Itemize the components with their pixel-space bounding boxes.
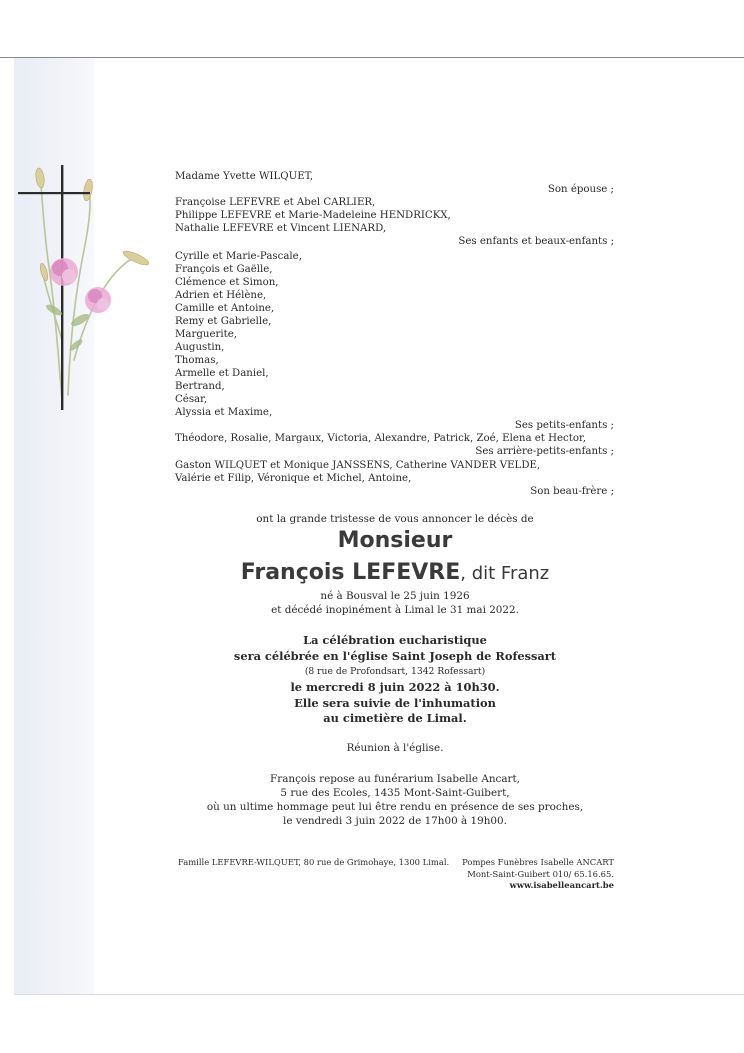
cross-vertical (61, 165, 63, 410)
family-member-line: Valérie et Filip, Véronique et Michel, Antoine, (175, 473, 412, 484)
family-member-line: Théodore, Rosalie, Margaux, Victoria, Alexandre, Patrick, Zoé, Elena et Hector, (175, 433, 586, 444)
deceased-name-line (100, 560, 690, 585)
family-member-line: Bertrand, (175, 381, 225, 392)
funeral-home-website[interactable]: www.isabelleancart.be (509, 880, 614, 891)
burial-line: Elle sera suivie de l'inhumation (294, 696, 496, 710)
family-member-line: Alyssia et Maxime, (175, 407, 273, 418)
visitation-line: François repose au funérarium Isabelle Ancart, (270, 773, 520, 785)
funeral-home-name: Pompes Funèbres Isabelle ANCART (462, 857, 614, 867)
funeral-home-block (462, 857, 614, 892)
ceremony-line: La célébration eucharistique (303, 633, 487, 647)
relation-label: Ses enfants et beaux-enfants ; (458, 236, 614, 247)
relation-label: Son épouse ; (547, 184, 614, 195)
family-member-line: Madame Yvette WILQUET, (175, 171, 314, 182)
flower-2 (85, 287, 111, 313)
family-member-line: Françoise LEFEVRE et Abel CARLIER, (175, 197, 376, 208)
visitation-line: le vendredi 3 juin 2022 de 17h00 à 19h00. (283, 815, 507, 827)
honorific-title: Monsieur (337, 528, 453, 553)
family-address: Famille LEFEVRE-WILQUET, 80 rue de Grimohaye, 1300 Limal. (178, 857, 450, 867)
flower-1 (50, 258, 78, 286)
family-member-line: Armelle et Daniel, (175, 368, 269, 379)
family-member-line: François et Gaëlle, (175, 264, 273, 275)
cross-horizontal (18, 192, 90, 194)
deceased-name: François LEFEVRE (240, 560, 461, 585)
family-member-line: Nathalie LEFEVRE et Vincent LIENARD, (175, 223, 387, 234)
church-address: (8 rue de Profondsart, 1342 Rofessart) (304, 666, 486, 677)
visitation-line: où un ultime hommage peut lui être rendu en présence de ses proches, (206, 801, 584, 813)
family-member-line: Gaston WILQUET et Monique JANSSENS, Catherine VANDER VELDE, (175, 460, 541, 471)
deceased-nickname: , dit Franz (460, 563, 550, 584)
birth-info: né à Bousval le 25 juin 1926 (320, 590, 470, 602)
death-info: et décédé inopinément à Limal le 31 mai 2022. (271, 604, 519, 616)
cross-with-flowers-icon (18, 160, 158, 420)
family-member-line: César, (175, 394, 208, 405)
relation-label: Son beau-frère ; (530, 486, 614, 497)
scan-bottom-edge (14, 994, 744, 995)
ceremony-line: sera célébrée en l'église Saint Joseph de Rofessart (233, 649, 557, 663)
family-member-line: Adrien et Hélène, (175, 290, 267, 301)
family-member-line: Thomas, (175, 355, 219, 366)
announcement-intro: ont la grande tristesse de vous annoncer le décès de (256, 513, 534, 525)
family-member-line: Philippe LEFEVRE et Marie-Madeleine HENDRICKX, (175, 210, 451, 221)
visitation-line: 5 rue des Ecoles, 1435 Mont-Saint-Guibert, (280, 787, 510, 799)
family-member-line: Marguerite, (175, 329, 237, 340)
burial-line: au cimetière de Limal. (323, 711, 467, 725)
family-member-line: Camille et Antoine, (175, 303, 275, 314)
reunion-info: Réunion à l'église. (346, 742, 444, 754)
family-member-line: Clémence et Simon, (175, 277, 279, 288)
ceremony-date: le mercredi 8 juin 2022 à 10h30. (290, 680, 500, 694)
funeral-home-contact: Mont-Saint-Guibert 010/ 65.16.65. (467, 868, 614, 879)
family-member-line: Remy et Gabrielle, (175, 316, 272, 327)
family-member-line: Augustin, (175, 342, 225, 353)
relation-label: Ses arrière-petits-enfants ; (475, 446, 614, 457)
relation-label: Ses petits-enfants ; (514, 420, 614, 431)
family-member-line: Cyrille et Marie-Pascale, (175, 251, 302, 262)
